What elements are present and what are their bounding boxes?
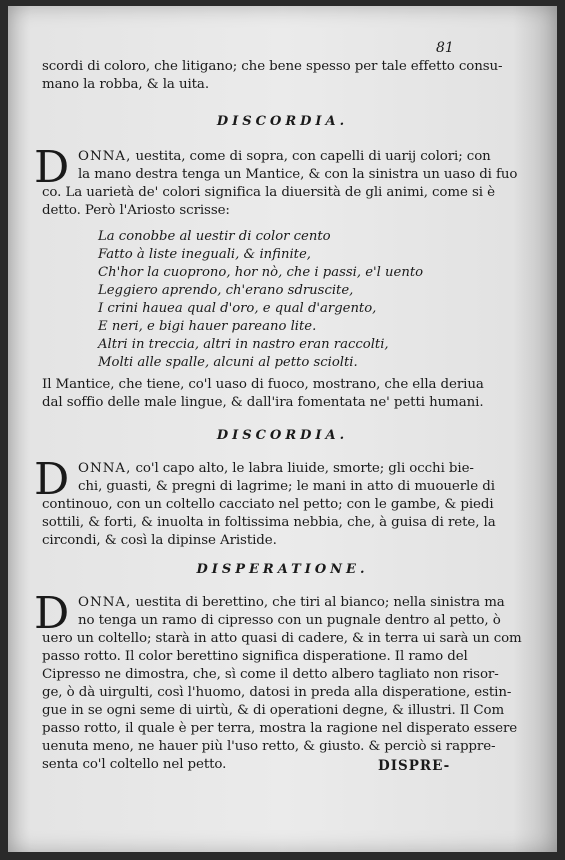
section-heading: DISPERATIONE. [196, 562, 369, 577]
text-line: mano la robba, & la uita. [42, 77, 209, 92]
text-line: co. La uarietà de' colori significa la diuersità de gli animi, come si è [42, 185, 495, 200]
drop-capital: D [34, 454, 70, 505]
text-line: passo rotto, il quale è per terra, mostra la ragione nel disperato essere [42, 721, 518, 736]
section-heading: DISCORDIA. [216, 114, 349, 129]
verse-line: Altri in treccia, altri in nastro eran raccolti, [98, 337, 389, 352]
text-line: Cipresso ne dimostra, che, sì come il detto albero tagliato non risor- [42, 667, 499, 682]
first-word: ONNA, [78, 149, 132, 164]
drop-capital: D [34, 588, 70, 639]
verse-line: Molti alle spalle, alcuni al petto sciolti. [98, 355, 358, 370]
text-line: continouo, con un coltello cacciato nel petto; con le gambe, & piedi [42, 497, 494, 512]
verse-line: Ch'hor la cuoprono, hor nò, che i passi, e'l uento [98, 265, 424, 280]
text-line: sottili, & forti, & inuolta in foltissima nebbia, che, à guisa di rete, la [42, 515, 496, 530]
drop-capital: D [34, 142, 70, 193]
verse-line: Leggiero aprendo, ch'erano sdruscite, [98, 283, 354, 298]
text-line: dal soffio delle male lingue, & dall'ira fomentata ne' petti humani. [42, 395, 484, 410]
text-line: scordi di coloro, che litigano; che bene spesso per tale effetto consu- [42, 59, 503, 74]
first-word: ONNA, [78, 461, 132, 476]
text-line: passo rotto. Il color berettino significa disperatione. Il ramo del [42, 649, 468, 664]
text-line: uero un coltello; starà in atto quasi di cadere, & in terra ui sarà un com [42, 631, 522, 646]
text-line: circondi, & così la dipinse Aristide. [42, 533, 277, 548]
text-line: senta co'l coltello nel petto. [42, 757, 227, 772]
text-segment: uestita di berettino, che tiri al bianco; nella sinistra ma [131, 595, 505, 610]
verse-line: Fatto à liste ineguali, & infinite, [98, 247, 311, 262]
text-line: chi, guasti, & pregni di lagrime; le mani in atto di muouerle di [78, 479, 495, 494]
verse-line: I crini hauea qual d'oro, e qual d'argento, [98, 301, 377, 316]
verse-line: La conobbe al uestir di color cento [98, 229, 331, 244]
text-line: uenuta meno, ne hauer più l'uso retto, & giusto. & perciò si rappre- [42, 739, 496, 754]
text-line: no tenga un ramo di cipresso con un pugnale dentro al petto, ò [78, 613, 501, 628]
text-line: gue in se ogni seme di uirtù, & di operationi degne, & illustri. Il Com [42, 703, 505, 718]
text-line [78, 594, 505, 612]
text-line: la mano destra tenga un Mantice, & con la sinistra un uaso di fuo [78, 167, 518, 182]
text-line [78, 148, 491, 166]
text-segment: uestita, come di sopra, con capelli di uarij colori; con [131, 149, 491, 164]
first-word: ONNA, [78, 595, 132, 610]
text-segment: co'l capo alto, le labra liuide, smorte; gli occhi bie- [131, 461, 474, 476]
text-line: Il Mantice, che tiene, co'l uaso di fuoco, mostrano, che ella deriua [42, 377, 484, 392]
page-number: 81 [436, 40, 454, 56]
text-line: detto. Però l'Ariosto scrisse: [42, 203, 230, 218]
text-line: ge, ò dà uirgulti, così l'huomo, datosi in preda alla disperatione, estin- [42, 685, 512, 700]
book-page [8, 6, 557, 852]
section-heading: DISCORDIA. [216, 428, 349, 443]
verse-line: E neri, e bigi hauer pareano lite. [98, 319, 317, 334]
text-line [78, 460, 474, 478]
catchword: DISPRE- [378, 758, 451, 774]
